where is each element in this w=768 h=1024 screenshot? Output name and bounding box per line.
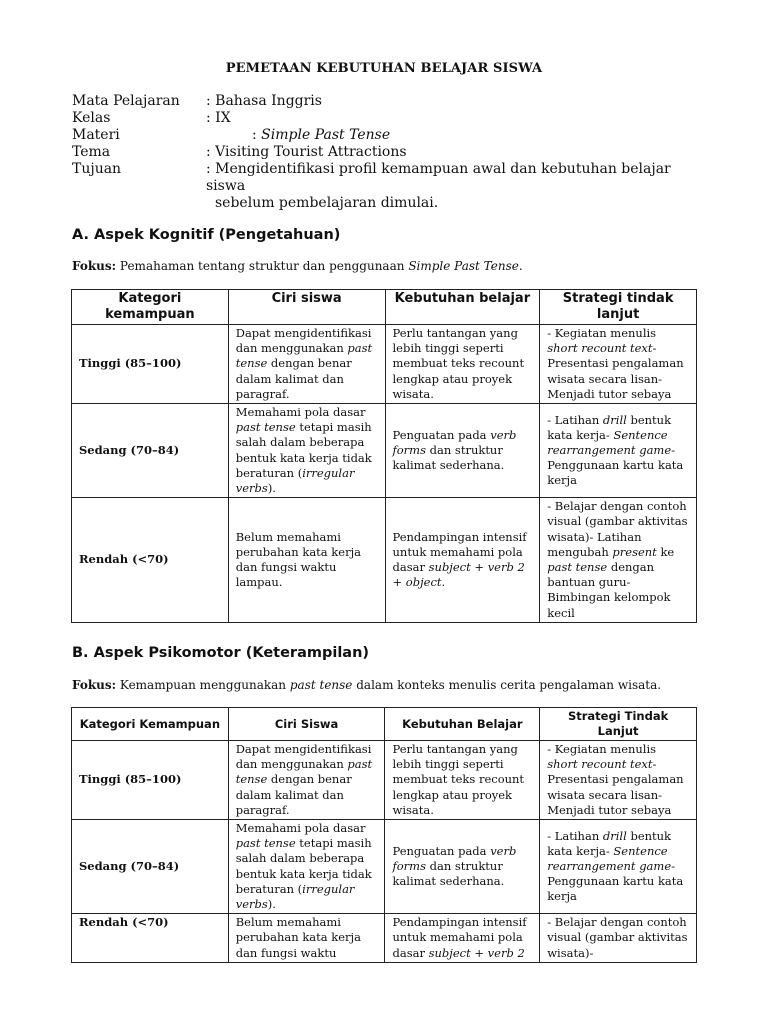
needs-cell: Penguatan pada verb forms dan struktur kalimat sederhana. [385,820,540,914]
focus-text: Pemahaman tentang struktur dan penggunaan [119,259,405,273]
traits-cell: Belum memahami perubahan kata kerja dan fungsi waktu lampau. [228,498,385,623]
table-header-row [72,290,697,325]
meta-row-theme [72,144,742,161]
focus-label: Fokus: [72,678,117,692]
needs-cell: Perlu tantangan yang lebih tinggi seperti membuat teks recount lengkap atau proyek wisata. [385,325,540,404]
section-a-heading: A. Aspek Kognitif (Pengetahuan) [72,227,341,243]
needs-cell: Perlu tantangan yang lebih tinggi seperti membuat teks recount lengkap atau proyek wisata. [385,741,540,820]
focus-italic: past tense [289,678,353,692]
traits-cell: Dapat mengidentifikasi dan menggunakan past tense dengan benar dalam kalimat dan paragraf. [228,325,385,404]
focus-end: . [518,259,523,273]
table-cognitive [71,289,697,623]
col-header-strategy: Strategi Tindak Lanjut [540,708,697,741]
meta-label: Materi [72,127,120,143]
needs-cell: Pendampingan intensif untuk memahami pola dasar subject + verb 2 + object. [385,498,540,623]
table-row [72,325,697,404]
focus-end: dalam konteks menulis cerita pengalaman wisata. [356,678,662,692]
table-header-row [72,708,697,741]
col-header-category: Kategori kemampuan [72,290,229,325]
col-header-traits: Ciri Siswa [228,708,385,741]
traits-cell: Dapat mengidentifikasi dan menggunakan past tense dengan benar dalam kalimat dan paragraf. [228,741,385,820]
meta-value-line2: sebelum pembelajaran dimulai. [215,195,439,211]
meta-value: : Visiting Tourist Attractions [206,144,407,160]
section-b-heading: B. Aspek Psikomotor (Keterampilan) [72,645,370,661]
col-header-strategy: Strategi tindak lanjut [540,290,697,325]
meta-value-line1: : Mengidentifikasi profil kemampuan awal dan kebutuhan belajar siswa [206,161,671,194]
needs-cell: Penguatan pada verb forms dan struktur kalimat sederhana. [385,404,540,498]
meta-label: Mata Pelajaran [72,93,180,109]
table-psychomotor [71,707,697,963]
category-cell: Sedang (70–84) [72,820,229,914]
col-header-category: Kategori Kemampuan [72,708,229,741]
needs-cell: Pendampingan intensif untuk memahami pola dasar subject + verb 2 [385,914,540,963]
category-cell: Tinggi (85–100) [72,741,229,820]
meta-label: Tema [72,144,111,160]
document-title: PEMETAAN KEBUTUHAN BELAJAR SISWA [225,61,543,76]
focus-text: Kemampuan menggunakan [119,678,287,692]
category-cell: Tinggi (85–100) [72,325,229,404]
focus-italic: Simple Past Tense [408,259,519,273]
col-header-needs: Kebutuhan belajar [385,290,540,325]
traits-cell: Belum memahami perubahan kata kerja dan fungsi waktu [228,914,385,963]
strategy-cell: - Belajar dengan contoh visual (gambar aktivitas wisata)- Latihan mengubah present ke past tense dengan bantuan guru- Bimbingan kelompok kecil [540,498,697,623]
category-cell: Rendah (<70) [72,498,229,623]
category-cell: Rendah (<70) [72,914,229,963]
table-row [72,741,697,820]
meta-value: : Simple Past Tense [252,127,391,143]
meta-value: : Bahasa Inggris [206,93,322,109]
table-row [72,914,697,963]
section-a-focus [72,259,523,273]
category-cell: Sedang (70–84) [72,404,229,498]
traits-cell: Memahami pola dasar past tense tetapi masih salah dalam beberapa bentuk kata kerja tidak beraturan (irregular verbs). [228,820,385,914]
meta-label: Kelas [72,110,111,126]
strategy-cell: - Latihan drill bentuk kata kerja- Sentence rearrangement game- Penggunaan kartu kata kerja [540,820,697,914]
strategy-cell: - Kegiatan menulis short recount text- Presentasi pengalaman wisata secara lisan- Menjadi tutor sebaya [540,741,697,820]
meta-row-class [72,110,742,127]
section-b-focus [72,678,661,692]
strategy-cell: - Latihan drill bentuk kata kerja- Sentence rearrangement game- Penggunaan kartu kata kerja [540,404,697,498]
meta-value: : IX [206,110,231,126]
meta-row-subject [72,93,742,110]
meta-value [206,161,696,212]
traits-cell: Memahami pola dasar past tense tetapi masih salah dalam beberapa bentuk kata kerja tidak beraturan (irregular verbs). [228,404,385,498]
meta-value-italic: Simple Past Tense [261,127,391,143]
table-row [72,820,697,914]
strategy-cell: - Belajar dengan contoh visual (gambar aktivitas wisata)- [540,914,697,963]
meta-row-material [72,127,742,144]
focus-label: Fokus: [72,259,117,273]
meta-row-goal [72,161,742,212]
meta-block [72,93,742,212]
table-row [72,498,697,623]
strategy-cell: - Kegiatan menulis short recount text- Presentasi pengalaman wisata secara lisan- Menjadi tutor sebaya [540,325,697,404]
col-header-traits: Ciri siswa [228,290,385,325]
col-header-needs: Kebutuhan Belajar [385,708,540,741]
table-row [72,404,697,498]
meta-label: Tujuan [72,161,122,177]
